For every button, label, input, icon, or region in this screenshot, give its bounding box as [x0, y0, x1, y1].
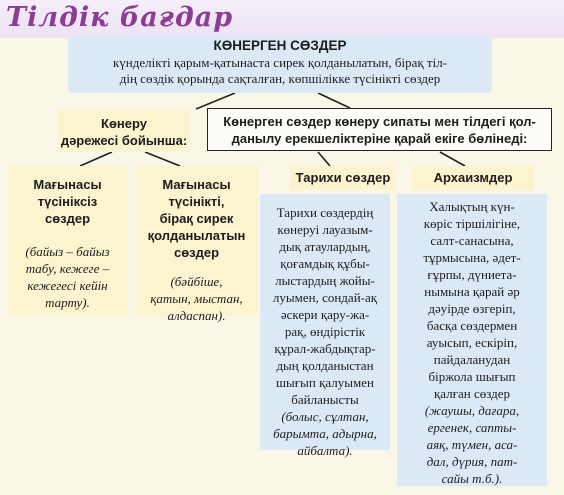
category-title: Мағынасы түсініксіз сөздер — [33, 177, 102, 226]
category-examples: (бәйбіше, қатын, мыстан, алдаспан). — [150, 274, 243, 323]
connector-rule-h3 — [318, 152, 330, 166]
main-text: күнделікті қарым-қатынаста сирек қолданылатын, бірақ тіл- дің сөздік қорында сақталған, көпшілікке түсінікті сөздер — [112, 55, 448, 86]
historical-words-examples: (болыс, сұлтан, барымта, адырна, айбалта). — [273, 409, 377, 458]
connector-main-left — [196, 93, 235, 109]
connector-rule-h4 — [440, 152, 465, 166]
connector-degree-c2 — [145, 152, 180, 166]
category-title: Мағынасы түсінікті, бірақ сирек қолданылатын сөздер — [147, 177, 246, 260]
historical-words-text: Тарихи сөздердің көнеруі лауазым- дық атаулардың, қоғамдық құбы- лыстардың жойы- луымен, сондай-ақ әскери қару-жа- рақ, өндірістік құрал-жабдықтар- дың қолданыстан шығып қалуымен байланысты — [272, 205, 378, 407]
archaisms-header: Архаизмдер — [412, 166, 534, 190]
category-examples: (байыз – байыз табу, кежеге – кежегесі кейін тарту). — [25, 244, 110, 310]
main-definition-box — [68, 36, 492, 93]
historical-words-box — [260, 194, 390, 458]
category-unclear-words — [8, 166, 127, 316]
connector-degree-c1 — [80, 152, 112, 166]
page-title: Тілдік бағдар — [6, 2, 234, 33]
main-heading: КӨНЕРГЕН СӨЗДЕР — [213, 38, 347, 53]
connector-main-right — [318, 93, 350, 108]
by-degree-box: Көнеру дәрежесі бойынша: — [58, 110, 190, 152]
archaisms-examples: (жаушы, дағара, ергенек, сапты- аяқ, түмен, аса- дал, дүрия, пат- сайы т.б.). — [424, 403, 520, 486]
archaisms-text: Халықтың күн- көріс тіршілігіне, салт-санасына, тұрмысына, әдет- ғұрпы, дүниета- нымына қарай әр дәуірде өзгеріп, басқа сөздермен ауысып, ескіріп, пайдаланудан біржола шығып қалған сөздер — [423, 199, 521, 401]
category-rare-words — [135, 166, 258, 323]
historical-words-header: Тарихи сөздер — [290, 166, 396, 190]
archaisms-box — [397, 194, 547, 486]
by-feature-box: Көнерген сөздер көнеру сипаты мен тілдегі қол- данылу ерекшеліктеріне қарай екіге бөлінеді: — [207, 108, 552, 151]
